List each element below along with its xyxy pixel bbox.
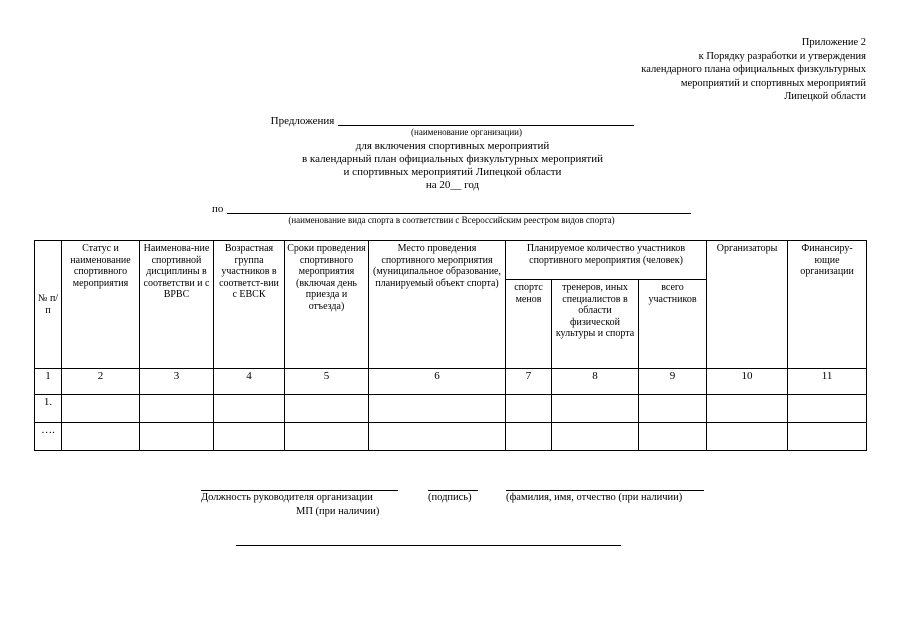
row-number: ….: [35, 423, 62, 451]
column-number: 1: [35, 369, 62, 395]
table-cell[interactable]: [506, 423, 552, 451]
header-planned: Планируемое количество участников спортивного мероприятия (человек): [506, 241, 707, 280]
table-cell[interactable]: [285, 395, 369, 423]
header-row: [35, 241, 867, 280]
title-line: на 20__ год: [425, 179, 480, 191]
header-total: всего участников: [639, 280, 707, 369]
header-num: № п/п: [35, 241, 62, 369]
table-cell[interactable]: [285, 423, 369, 451]
table-cell[interactable]: [369, 423, 506, 451]
header-place: Место проведения спортивного мероприятия (муниципальное образование, планируемый объект спорта): [369, 241, 506, 369]
header-financing: Финансиру-ющие организации: [788, 241, 867, 369]
po-label: по: [212, 203, 224, 215]
appendix-line: календарного плана официальных физкультурных: [641, 64, 866, 76]
table-row: [35, 395, 867, 423]
header-athletes: спортс менов: [506, 280, 552, 369]
column-numbers-row: [35, 369, 867, 395]
table-cell[interactable]: [788, 395, 867, 423]
appendix-line: мероприятий и спортивных мероприятий: [680, 77, 866, 89]
column-number: 4: [214, 369, 285, 395]
table-cell[interactable]: [369, 395, 506, 423]
position-signature-line[interactable]: [201, 490, 398, 491]
header-organizers: Организаторы: [707, 241, 788, 369]
header-discipline: Наименова-ние спортивной дисциплины в соответстви и с ВРВС: [140, 241, 214, 369]
title-line: и спортивных мероприятий Липецкой области: [343, 166, 562, 178]
column-number: 8: [552, 369, 639, 395]
header-dates: Сроки проведения спортивного мероприятия (включая день приезда и отъезда): [285, 241, 369, 369]
sport-name-field[interactable]: [227, 201, 691, 214]
table-cell[interactable]: [62, 423, 140, 451]
appendix-block: [641, 36, 866, 104]
title-line: для включения спортивных мероприятий: [355, 140, 550, 152]
header-trainers: тренеров, иных специалистов в области физической культуры и спорта: [552, 280, 639, 369]
table-cell[interactable]: [707, 423, 788, 451]
table-cell[interactable]: [639, 395, 707, 423]
column-number: 6: [369, 369, 506, 395]
table-cell[interactable]: [788, 423, 867, 451]
org-caption: (наименование организации): [411, 127, 522, 137]
table-cell[interactable]: [214, 395, 285, 423]
sport-line: [212, 201, 691, 215]
table-cell[interactable]: [639, 423, 707, 451]
table-cell[interactable]: [506, 395, 552, 423]
appendix-line: Приложение 2: [801, 37, 866, 48]
position-label: Должность руководителя организации: [201, 492, 373, 503]
table-cell[interactable]: [707, 395, 788, 423]
column-number: 10: [707, 369, 788, 395]
table-cell[interactable]: [62, 395, 140, 423]
proposals-label: Предложения: [270, 115, 335, 127]
row-number: 1.: [35, 395, 62, 423]
sport-caption: (наименование вида спорта в соответствии с Всероссийским реестром видов спорта): [288, 215, 615, 225]
sign-line[interactable]: [428, 490, 478, 491]
table-cell[interactable]: [214, 423, 285, 451]
column-number: 9: [639, 369, 707, 395]
table-cell[interactable]: [552, 423, 639, 451]
mp-label: МП (при наличии): [296, 506, 380, 517]
title-line: в календарный план официальных физкультурных мероприятий: [301, 153, 604, 165]
proposals-line: [0, 113, 905, 127]
table-cell[interactable]: [140, 423, 214, 451]
column-number: 7: [506, 369, 552, 395]
appendix-line: к Порядку разработки и утверждения: [698, 50, 866, 62]
column-number: 3: [140, 369, 214, 395]
fio-line[interactable]: [506, 490, 704, 491]
appendix-line: Липецкой области: [784, 91, 866, 103]
column-number: 2: [62, 369, 140, 395]
sign-label: (подпись): [428, 492, 472, 503]
header-status: Статус и наименование спортивного мероприятия: [62, 241, 140, 369]
proposals-table: [34, 240, 867, 451]
fio-label: (фамилия, имя, отчество (при наличии): [506, 492, 683, 503]
column-number: 5: [285, 369, 369, 395]
table-cell[interactable]: [552, 395, 639, 423]
bottom-line[interactable]: [236, 545, 621, 546]
column-number: 11: [788, 369, 867, 395]
document-title: [0, 140, 905, 192]
table-row: [35, 423, 867, 451]
header-age: Возрастная группа участников в соответст-вии с ЕВСК: [214, 241, 285, 369]
table-cell[interactable]: [140, 395, 214, 423]
organization-name-field[interactable]: [338, 113, 634, 126]
